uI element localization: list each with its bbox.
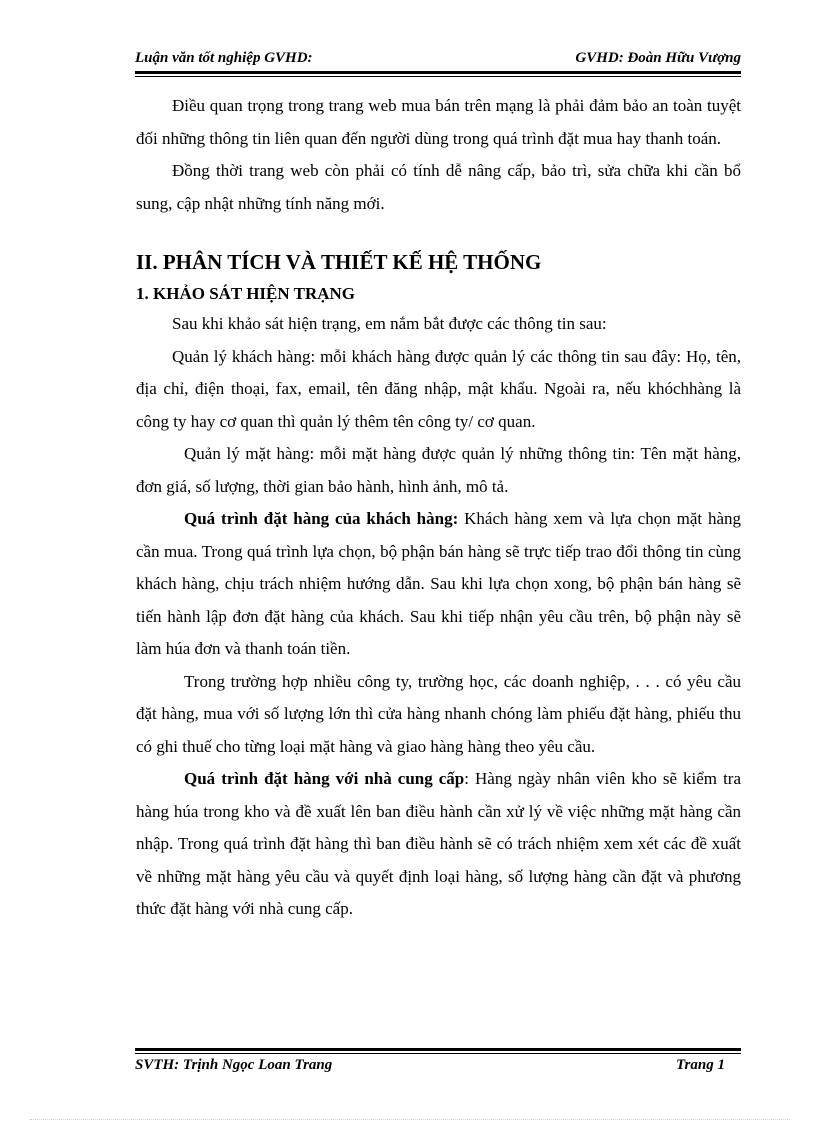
header-rule-thick — [135, 71, 741, 74]
paragraph-maintainability: Đồng thời trang web còn phải có tính dễ nâng cấp, bảo trì, sửa chữa khi cần bổ sung, cập nhật những tính năng mới. — [136, 161, 741, 213]
header-advisor: GVHD: Đoàn Hữu Vượng — [575, 50, 741, 66]
supplier-ordering-label: Quá trình đặt hàng với nhà cung cấp — [184, 769, 465, 788]
header-rule-thin — [135, 76, 741, 77]
paragraph-supplier-ordering — [136, 763, 741, 926]
header-thesis-title: Luận văn tốt nghiệp GVHD: — [135, 50, 313, 66]
paragraph-customer-ordering — [136, 503, 741, 666]
paragraph-survey-intro: Sau khi khảo sát hiện trạng, em nắm bắt được các thông tin sau: — [172, 314, 607, 333]
page-footer — [135, 1057, 725, 1077]
customer-ordering-label: Quá trình đặt hàng của khách hàng: — [184, 509, 459, 528]
page-header — [135, 50, 741, 70]
spacer — [136, 220, 741, 240]
page-body — [136, 90, 741, 926]
subsection-heading: 1. KHẢO SÁT HIỆN TRẠNG — [136, 284, 355, 303]
footer-page-number: Trang 1 — [675, 1057, 725, 1073]
section-heading: II. PHÂN TÍCH VÀ THIẾT KẾ HỆ THỐNG — [136, 250, 542, 274]
page-edge-dotted-line — [30, 1119, 790, 1120]
paragraph-customer-management: Quản lý khách hàng: mỗi khách hàng được quản lý các thông tin sau đây: Họ, tên, địa chỉ, điện thoại, fax, email, tên đăng nhập, mật khẩu. Ngoài ra, nếu khóchhàng là công ty hay cơ quan thì quản lý thêm tên công ty/ cơ quan. — [136, 346, 741, 431]
paragraph-product-management: Quản lý mặt hàng: mỗi mặt hàng được quản lý những thông tin: Tên mặt hàng, đơn giá, số lượng, thời gian bảo hành, hình ảnh, mô tả. — [136, 444, 741, 496]
paragraph-security: Điều quan trọng trong trang web mua bán trên mạng là phải đảm bảo an toàn tuyệt đối những thông tin liên quan đến người dùng trong quá trình đặt mua hay thanh toán. — [136, 96, 741, 148]
footer-rule-thin — [135, 1053, 741, 1054]
paragraph-bulk-orders: Trong trường hợp nhiều công ty, trường học, các doanh nghiệp, . . . có yêu cầu đặt hàng, mua với số lượng lớn thì cửa hàng nhanh chóng làm phiếu đặt hàng, phiếu thu có ghi thuế cho từng loại mặt hàng và giao hàng hàng theo yêu cầu. — [136, 671, 741, 756]
footer-rule-thick — [135, 1048, 741, 1051]
customer-ordering-text: Khách hàng xem và lựa chọn mặt hàng cần mua. Trong quá trình lựa chọn, bộ phận bán hàng sẽ trực tiếp trao đổi thông tin cùng khách hàng, chịu trách nhiệm hướng dẫn. Sau khi lựa chọn xong, bộ phận bán hàng sẽ tiến hành lập đơn đặt hàng của khách. Sau khi tiếp nhận yêu cầu trên, bộ phận này sẽ làm húa đơn và thanh toán tiền. — [136, 509, 741, 658]
supplier-ordering-text: : Hàng ngày nhân viên kho sẽ kiểm tra hàng húa trong kho và đề xuất lên ban điều hành cần xử lý về việc những mặt hàng cần nhập. Trong quá trình đặt hàng thì ban điều hành sẽ có trách nhiệm xem xét các đề xuất về những mặt hàng yêu cầu và quyết định loại hàng, số lượng hàng cần đặt và phương thức đặt hàng với nhà cung cấp. — [136, 769, 741, 918]
footer-student: SVTH: Trịnh Ngọc Loan Trang — [135, 1057, 333, 1073]
